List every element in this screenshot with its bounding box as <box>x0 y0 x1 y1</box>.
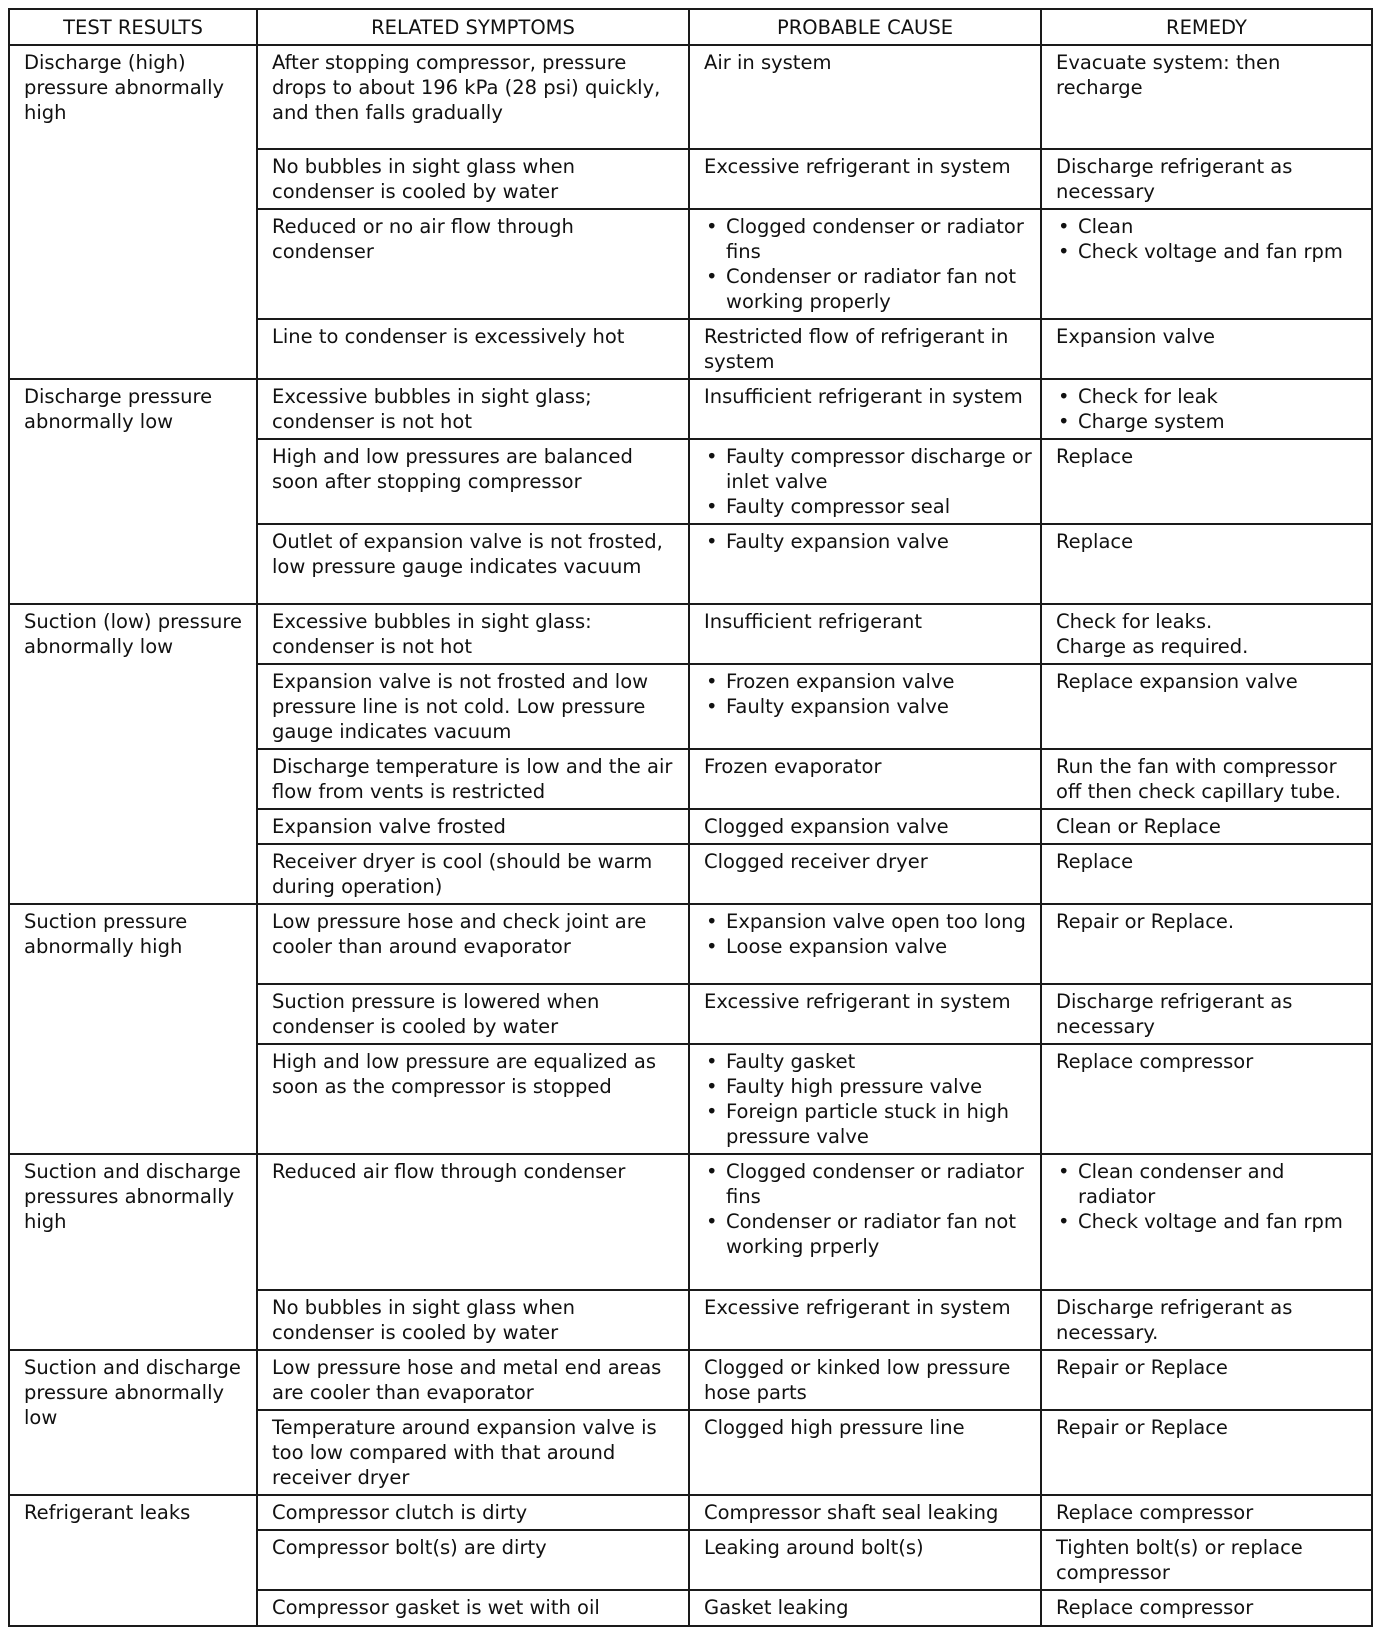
symptom-cell: Compressor gasket is wet with oil <box>257 1590 689 1626</box>
table-row <box>9 45 1372 149</box>
cell-text: Replace compressor <box>1056 1501 1254 1524</box>
cell-text: Replace compressor <box>1056 1596 1254 1619</box>
bullet-icon: • <box>1058 215 1070 238</box>
cell-text: Air in system <box>704 51 832 74</box>
table-row <box>9 1350 1372 1410</box>
cause-cell <box>689 1530 1041 1590</box>
bullet-icon: • <box>706 910 718 933</box>
symptom-cell: Suction pressure is lowered when condenser is cooled by water <box>257 984 689 1044</box>
table-row <box>9 904 1372 984</box>
cell-text: Run the fan with compressor off then check capillary tube. <box>1056 755 1341 803</box>
bullet-text: Check for leak <box>1078 385 1218 408</box>
bullet-text: Foreign particle stuck in high pressure valve <box>726 1100 1009 1148</box>
symptom-cell: Reduced air flow through condenser <box>257 1154 689 1290</box>
cause-cell <box>689 524 1041 604</box>
bullet-text: Check voltage and fan rpm <box>1078 240 1343 263</box>
remedy-cell <box>1041 1590 1372 1626</box>
bullet-text: Faulty expansion valve <box>726 695 949 718</box>
bullet-item <box>704 909 1032 934</box>
table-body <box>9 45 1372 1626</box>
cell-text: Discharge refrigerant as necessary <box>1056 990 1293 1038</box>
bullet-text: Clean <box>1078 215 1134 238</box>
bullet-item <box>704 1049 1032 1074</box>
bullet-icon: • <box>706 935 718 958</box>
cell-text: Repair or Replace <box>1056 1356 1228 1379</box>
bullet-icon: • <box>706 1050 718 1073</box>
symptom-cell: Compressor clutch is dirty <box>257 1495 689 1530</box>
bullet-item <box>704 494 1032 519</box>
bullet-icon: • <box>1058 1160 1070 1183</box>
bullet-icon: • <box>1058 240 1070 263</box>
remedy-cell <box>1041 749 1372 809</box>
cell-text: Replace <box>1056 530 1134 553</box>
cell-text: Clogged receiver dryer <box>704 850 928 873</box>
test-result-cell: Suction and discharge pressure abnormally low <box>9 1350 257 1495</box>
remedy-cell <box>1041 1044 1372 1154</box>
header-probable-cause: PROBABLE CAUSE <box>689 9 1041 45</box>
test-result-cell: Discharge (high) pressure abnormally high <box>9 45 257 379</box>
cause-cell <box>689 1410 1041 1495</box>
cell-text: Leaking around bolt(s) <box>704 1536 924 1559</box>
table-row <box>9 604 1372 664</box>
remedy-cell <box>1041 1154 1372 1290</box>
bullet-icon: • <box>706 1160 718 1183</box>
cell-text: Clogged expansion valve <box>704 815 949 838</box>
bullet-text: Check voltage and fan rpm <box>1078 1210 1343 1233</box>
bullet-icon: • <box>706 530 718 553</box>
cause-cell <box>689 319 1041 379</box>
remedy-cell <box>1041 149 1372 209</box>
bullet-text: Clean condenser and radiator <box>1078 1160 1285 1208</box>
cause-cell <box>689 809 1041 844</box>
cell-text: Frozen evaporator <box>704 755 882 778</box>
remedy-cell <box>1041 1495 1372 1530</box>
symptom-cell: Reduced or no air flow through condenser <box>257 209 689 319</box>
remedy-cell <box>1041 904 1372 984</box>
cause-cell <box>689 984 1041 1044</box>
cause-cell <box>689 149 1041 209</box>
bullet-text: Faulty gasket <box>726 1050 856 1073</box>
symptom-cell: High and low pressures are balanced soon after stopping compressor <box>257 439 689 524</box>
bullet-text: Clogged condenser or radiator fins <box>726 215 1024 263</box>
cause-cell <box>689 1044 1041 1154</box>
cell-text: Insufficient refrigerant <box>704 610 923 633</box>
cell-text: Clogged high pressure line <box>704 1416 965 1439</box>
header-remedy: REMEDY <box>1041 9 1372 45</box>
remedy-cell <box>1041 844 1372 904</box>
cause-cell <box>689 209 1041 319</box>
header-related-symptoms: RELATED SYMPTOMS <box>257 9 689 45</box>
bullet-icon: • <box>706 1210 718 1233</box>
test-result-cell: Suction pressure abnormally high <box>9 904 257 1154</box>
bullet-item <box>704 669 1032 694</box>
bullet-text: Loose expansion valve <box>726 935 948 958</box>
bullet-item <box>704 934 1032 959</box>
remedy-cell <box>1041 809 1372 844</box>
cell-text: Compressor shaft seal leaking <box>704 1501 999 1524</box>
bullet-text: Frozen expansion valve <box>726 670 955 693</box>
bullet-icon: • <box>706 1100 718 1123</box>
cell-text: Clogged or kinked low pressure hose parts <box>704 1356 1011 1404</box>
test-result-cell: Suction and discharge pressures abnormally high <box>9 1154 257 1350</box>
symptom-cell: Low pressure hose and check joint are cooler than around evaporator <box>257 904 689 984</box>
bullet-icon: • <box>706 265 718 288</box>
symptom-cell: Expansion valve is not frosted and low pressure line is not cold. Low pressure gauge indicates vacuum <box>257 664 689 749</box>
bullet-icon: • <box>1058 410 1070 433</box>
bullet-item <box>704 1099 1032 1149</box>
remedy-cell <box>1041 1530 1372 1590</box>
symptom-cell: Compressor bolt(s) are dirty <box>257 1530 689 1590</box>
cause-cell <box>689 1590 1041 1626</box>
table-row <box>9 379 1372 439</box>
cause-cell <box>689 844 1041 904</box>
symptom-cell: Excessive bubbles in sight glass; condenser is not hot <box>257 379 689 439</box>
cell-text: Repair or Replace <box>1056 1416 1228 1439</box>
bullet-icon: • <box>706 445 718 468</box>
cell-text: Replace expansion valve <box>1056 670 1298 693</box>
symptom-cell: After stopping compressor, pressure drops to about 196 kPa (28 psi) quickly, and then falls gradually <box>257 45 689 149</box>
bullet-item <box>704 444 1032 494</box>
cell-text: Repair or Replace. <box>1056 910 1235 933</box>
symptom-cell: Line to condenser is excessively hot <box>257 319 689 379</box>
header-row <box>9 9 1372 45</box>
bullet-text: Faulty compressor discharge or inlet valve <box>726 445 1032 493</box>
symptom-cell: Expansion valve frosted <box>257 809 689 844</box>
test-result-cell: Refrigerant leaks <box>9 1495 257 1626</box>
remedy-cell <box>1041 1290 1372 1350</box>
bullet-item <box>704 1209 1032 1259</box>
cell-text: Expansion valve <box>1056 325 1216 348</box>
remedy-cell <box>1041 1410 1372 1495</box>
bullet-icon: • <box>706 670 718 693</box>
remedy-cell <box>1041 984 1372 1044</box>
cell-text: Replace compressor <box>1056 1050 1254 1073</box>
remedy-cell <box>1041 524 1372 604</box>
cause-cell <box>689 45 1041 149</box>
header-test-results: TEST RESULTS <box>9 9 257 45</box>
cell-text: Restricted flow of refrigerant in system <box>704 325 1009 373</box>
bullet-text: Expansion valve open too long <box>726 910 1026 933</box>
remedy-cell <box>1041 379 1372 439</box>
cell-text: Discharge refrigerant as necessary <box>1056 155 1293 203</box>
bullet-text: Charge system <box>1078 410 1225 433</box>
bullet-item <box>704 529 1032 554</box>
cell-text: Excessive refrigerant in system <box>704 155 1011 178</box>
cell-text: Gasket leaking <box>704 1596 849 1619</box>
bullet-text: Faulty compressor seal <box>726 495 951 518</box>
cause-cell <box>689 604 1041 664</box>
cause-cell <box>689 379 1041 439</box>
bullet-item <box>704 264 1032 314</box>
bullet-item <box>704 214 1032 264</box>
bullet-text: Clogged condenser or radiator fins <box>726 1160 1024 1208</box>
bullet-item <box>704 1159 1032 1209</box>
cause-cell <box>689 1350 1041 1410</box>
bullet-text: Faulty high pressure valve <box>726 1075 983 1098</box>
cause-cell <box>689 904 1041 984</box>
cell-text: Evacuate system: then recharge <box>1056 51 1281 99</box>
bullet-item <box>1056 384 1363 409</box>
symptom-cell: Excessive bubbles in sight glass: condenser is not hot <box>257 604 689 664</box>
symptom-cell: No bubbles in sight glass when condenser is cooled by water <box>257 149 689 209</box>
symptom-cell: Receiver dryer is cool (should be warm during operation) <box>257 844 689 904</box>
cell-text: Clean or Replace <box>1056 815 1221 838</box>
cause-cell <box>689 1495 1041 1530</box>
cell-text: Excessive refrigerant in system <box>704 1296 1011 1319</box>
cell-text: Replace <box>1056 850 1134 873</box>
remedy-cell <box>1041 45 1372 149</box>
bullet-item <box>704 694 1032 719</box>
bullet-icon: • <box>1058 385 1070 408</box>
remedy-cell <box>1041 209 1372 319</box>
table-row <box>9 1495 1372 1530</box>
test-result-cell: Discharge pressure abnormally low <box>9 379 257 604</box>
test-result-cell: Suction (low) pressure abnormally low <box>9 604 257 904</box>
bullet-item <box>1056 239 1363 264</box>
cause-cell <box>689 1154 1041 1290</box>
cell-text: Check for leaks. Charge as required. <box>1056 610 1249 658</box>
cell-text: Excessive refrigerant in system <box>704 990 1011 1013</box>
remedy-cell <box>1041 604 1372 664</box>
remedy-cell <box>1041 439 1372 524</box>
remedy-cell <box>1041 664 1372 749</box>
bullet-text: Condenser or radiator fan not working properly <box>726 265 1016 313</box>
bullet-icon: • <box>706 1075 718 1098</box>
symptom-cell: Low pressure hose and metal end areas are cooler than evaporator <box>257 1350 689 1410</box>
symptom-cell: High and low pressure are equalized as soon as the compressor is stopped <box>257 1044 689 1154</box>
cause-cell <box>689 749 1041 809</box>
symptom-cell: Temperature around expansion valve is too low compared with that around receiver dryer <box>257 1410 689 1495</box>
cause-cell <box>689 664 1041 749</box>
troubleshooting-table <box>8 8 1373 1627</box>
bullet-item <box>1056 409 1363 434</box>
cell-text: Replace <box>1056 445 1134 468</box>
remedy-cell <box>1041 319 1372 379</box>
cell-text: Tighten bolt(s) or replace compressor <box>1056 1536 1303 1584</box>
bullet-text: Faulty expansion valve <box>726 530 949 553</box>
bullet-item <box>1056 1159 1363 1209</box>
bullet-icon: • <box>706 495 718 518</box>
symptom-cell: Outlet of expansion valve is not frosted, low pressure gauge indicates vacuum <box>257 524 689 604</box>
symptom-cell: No bubbles in sight glass when condenser is cooled by water <box>257 1290 689 1350</box>
symptom-cell: Discharge temperature is low and the air flow from vents is restricted <box>257 749 689 809</box>
cause-cell <box>689 1290 1041 1350</box>
table-row <box>9 1154 1372 1290</box>
cell-text: Discharge refrigerant as necessary. <box>1056 1296 1293 1344</box>
bullet-text: Condenser or radiator fan not working prperly <box>726 1210 1016 1258</box>
cell-text: Insufficient refrigerant in system <box>704 385 1023 408</box>
bullet-item <box>1056 1209 1363 1234</box>
cause-cell <box>689 439 1041 524</box>
table-header <box>9 9 1372 45</box>
bullet-item <box>1056 214 1363 239</box>
bullet-item <box>704 1074 1032 1099</box>
bullet-icon: • <box>1058 1210 1070 1233</box>
remedy-cell <box>1041 1350 1372 1410</box>
bullet-icon: • <box>706 695 718 718</box>
bullet-icon: • <box>706 215 718 238</box>
